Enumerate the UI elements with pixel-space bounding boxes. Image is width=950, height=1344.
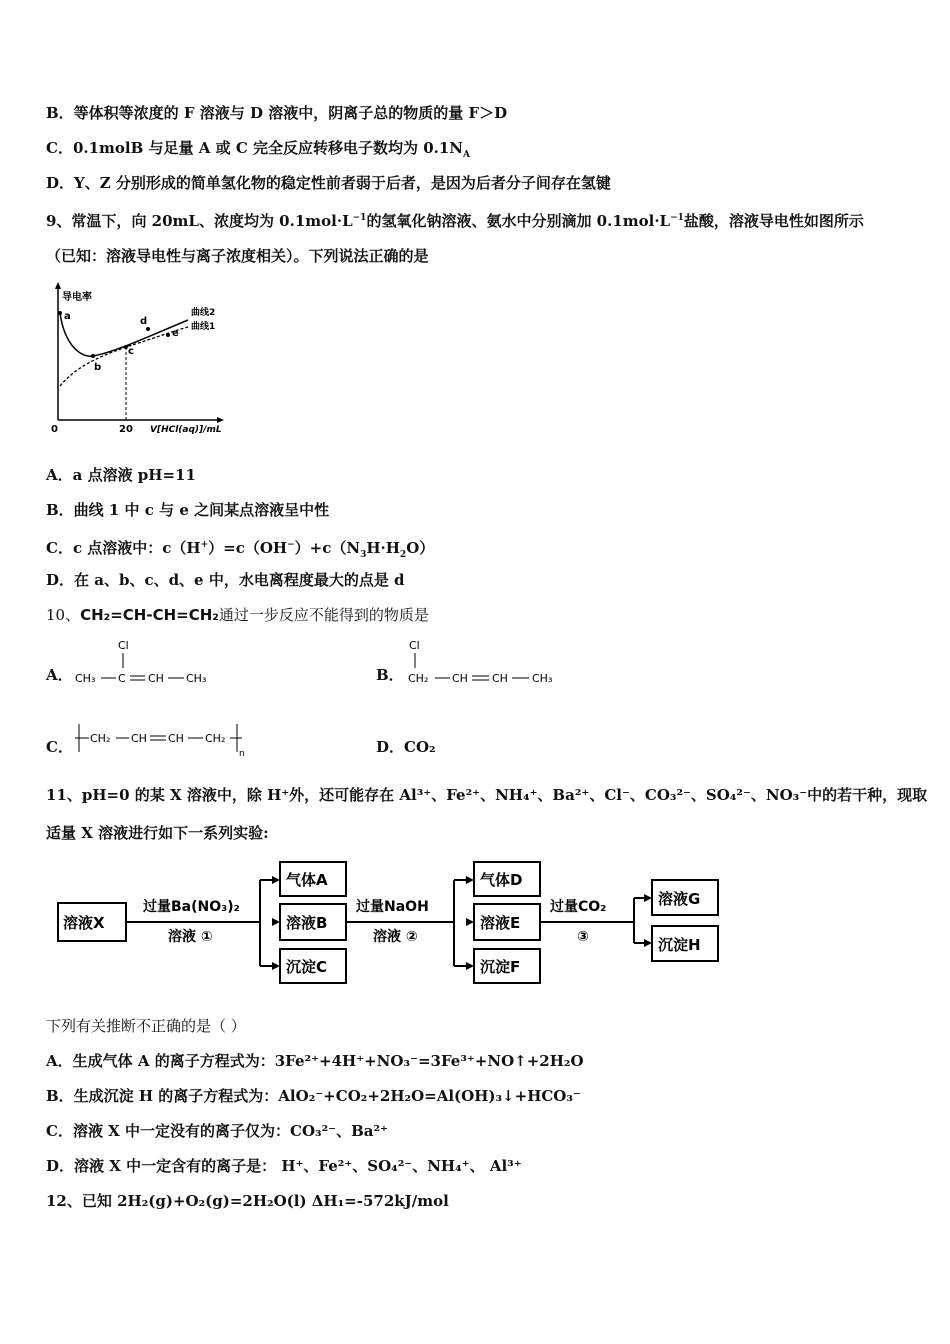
graph-y-label: 导电率 — [62, 292, 92, 303]
q10-option-d: D．CO₂ — [376, 738, 436, 756]
struct-c-ch2-b: CH₂ — [205, 732, 226, 745]
step1-label: 溶液 ① — [168, 929, 213, 945]
branch-3-arrow-top — [644, 894, 652, 902]
q9-c-sub2: 2 — [399, 550, 407, 560]
q11-option-c: C．溶液 X 中一定没有的离子仅为：CO₃²⁻、Ba²⁺ — [46, 1122, 388, 1140]
q9-stem-line2: （已知：溶液导电性与离子浓度相关）。下列说法正确的是 — [46, 247, 429, 265]
struct-b-ch2: CH₂ — [408, 672, 429, 685]
struct-a-ch3-left: CH₃ — [75, 672, 96, 685]
q9-c-part3: ）+c（N — [294, 539, 361, 557]
graph-x-label: V[HCl(aq)]/mL — [150, 425, 222, 435]
q11-option-a: A．生成气体 A 的离子方程式为：3Fe²⁺+4H⁺+NO₃⁻=3Fe³⁺+NO↑+2H₂O — [46, 1052, 584, 1070]
box-solution-x-label: 溶液X — [63, 914, 105, 932]
q8-option-c-sub: A — [463, 150, 470, 160]
q8-option-d: D．Y、Z 分别形成的简单氢化物的稳定性前者弱于后者，是因为后者分子间存在氢键 — [46, 174, 611, 192]
q11-ask: 下列有关推断不正确的是（ ） — [46, 1017, 246, 1035]
branch-1-arrow-bottom — [272, 962, 280, 970]
box-precipitate-h-label: 沉淀H — [658, 936, 701, 954]
branch-2-arrow-mid — [466, 918, 474, 926]
q9-sup1: −1 — [352, 213, 367, 223]
struct-b-cl: Cl — [409, 639, 420, 652]
q9-conductivity-graph — [45, 280, 235, 440]
point-e-dot — [166, 333, 170, 337]
q9-option-c — [46, 535, 434, 565]
branch-1-arrow-top — [272, 876, 280, 884]
point-a-label: a — [64, 311, 71, 322]
q10-stem — [46, 605, 429, 625]
step2-label: 溶液 ② — [373, 929, 418, 945]
q9-option-a: A．a 点溶液 pH=11 — [46, 466, 196, 484]
branch-2-arrow-top — [466, 876, 474, 884]
q9-c-sup1: + — [200, 540, 209, 550]
q9-option-d: D．在 a、b、c、d、e 中，水电离程度最大的点是 d — [46, 571, 405, 589]
point-e-label: e — [172, 328, 179, 339]
q11-stem-line1: 11、pH=0 的某 X 溶液中，除 H⁺外，还可能存在 Al³⁺、Fe²⁺、NH₄⁺、Ba²⁺、Cl⁻、CO₃²⁻、SO₄²⁻、NO₃⁻中的若干种，现取 — [46, 786, 928, 804]
q9-stem-line1 — [46, 208, 864, 231]
q9-stem-part3: 盐酸，溶液导电性如图所示 — [683, 212, 864, 230]
q12-stem: 12、已知 2H₂(g)+O₂(g)=2H₂O(l) ΔH₁=-572kJ/mol — [46, 1192, 449, 1210]
q10-stem-text: 通过一步反应不能得到的物质是 — [218, 606, 429, 624]
struct-c-ch2-a: CH₂ — [90, 732, 111, 745]
q10-option-a-label: A． — [46, 666, 73, 684]
graph-origin-label: 0 — [51, 424, 58, 435]
q11-option-b: B．生成沉淀 H 的离子方程式为：AlO₂⁻+CO₂+2H₂O=Al(OH)₃↓+HCO₃⁻ — [46, 1087, 581, 1105]
struct-a-ch3-right: CH₃ — [186, 672, 207, 685]
q9-c-part2: ）=c（OH — [208, 539, 288, 557]
graph-y-arrow — [55, 282, 61, 289]
q9-stem-part2: 的氢氧化钠溶液、氨水中分别滴加 0.1mol·L — [366, 212, 671, 230]
struct-a-cl: Cl — [118, 639, 129, 652]
q9-c-part1: C．c 点溶液中：c（H — [46, 539, 201, 557]
step3-reagent: 过量CO₂ — [550, 899, 607, 915]
curve-2-label: 曲线2 — [191, 308, 216, 318]
q8-option-c — [46, 138, 470, 165]
graph-tick-20: 20 — [119, 424, 133, 435]
q9-c-sub1: 3 — [360, 550, 367, 560]
point-b-dot — [91, 354, 95, 358]
q10-formula: CH₂=CH-CH=CH₂ — [80, 606, 219, 624]
q9-sup2: −1 — [670, 213, 684, 223]
struct-c-ch-a: CH — [131, 732, 147, 745]
q8-option-c-text: C．0.1molB 与足量 A 或 C 完全反应转移电子数均为 0.1N — [46, 139, 464, 157]
q11-flowchart — [50, 853, 730, 993]
point-b-label: b — [94, 362, 102, 373]
branch-2-arrow-bottom — [466, 962, 474, 970]
q9-c-sup2: − — [287, 540, 295, 550]
q8-option-b: B．等体积等浓度的 F 溶液与 D 溶液中，阴离子总的物质的量 F＞D — [46, 104, 508, 122]
curve-1-label: 曲线1 — [191, 322, 216, 332]
branch-1-arrow-mid — [272, 918, 280, 926]
struct-c-ch-b: CH — [168, 732, 184, 745]
q10-structure-a — [72, 638, 232, 693]
struct-b-ch3: CH₃ — [532, 672, 553, 685]
step3-label: ③ — [577, 929, 589, 945]
q11-option-d: D．溶液 X 中一定含有的离子是： H⁺、Fe²⁺、SO₄²⁻、NH₄⁺、 Al³⁺ — [46, 1157, 522, 1175]
graph-x-arrow — [217, 417, 224, 423]
step1-reagent: 过量Ba(NO₃)₂ — [143, 899, 240, 915]
point-d-dot — [146, 327, 150, 331]
box-precipitate-f-label: 沉淀F — [480, 958, 521, 976]
point-d-label: d — [140, 316, 148, 327]
q9-option-b: B．曲线 1 中 c 与 e 之间某点溶液呈中性 — [46, 501, 330, 519]
q11-stem-line2: 适量 X 溶液进行如下一系列实验: — [46, 824, 269, 842]
q10-number: 10、 — [46, 606, 81, 624]
box-gas-d-label: 气体D — [480, 871, 523, 889]
box-precipitate-c-label: 沉淀C — [286, 958, 328, 976]
struct-a-c: C — [118, 672, 126, 685]
point-a-dot — [58, 311, 62, 315]
q10-option-c-label: C． — [46, 738, 73, 756]
branch-3-arrow-bottom — [644, 939, 652, 947]
q10-structure-b — [405, 638, 575, 693]
box-solution-b-label: 溶液B — [286, 914, 328, 932]
q9-stem-part1: 9、常温下，向 20mL、浓度均为 0.1mol·L — [46, 212, 353, 230]
struct-a-ch: CH — [148, 672, 164, 685]
q10-option-b-label: B． — [376, 666, 404, 684]
step2-reagent: 过量NaOH — [356, 899, 429, 915]
box-gas-a-label: 气体A — [286, 871, 328, 889]
struct-b-ch-2: CH — [492, 672, 508, 685]
q10-structure-c — [72, 718, 252, 760]
box-solution-g-label: 溶液G — [658, 890, 701, 908]
struct-c-n: n — [239, 749, 245, 759]
struct-b-ch-1: CH — [452, 672, 468, 685]
point-c-label: c — [128, 346, 134, 357]
box-solution-e-label: 溶液E — [480, 914, 521, 932]
q9-c-part4: H·H — [366, 539, 400, 557]
q9-c-part5: O） — [406, 539, 435, 557]
